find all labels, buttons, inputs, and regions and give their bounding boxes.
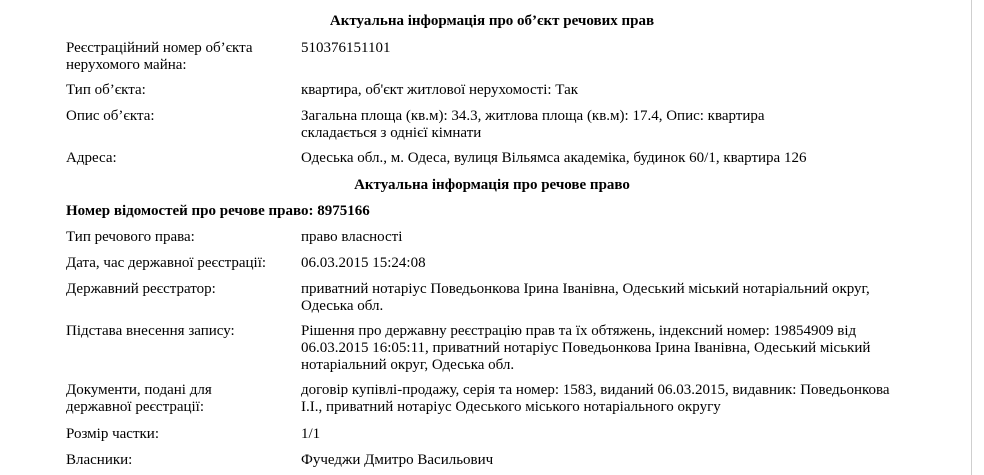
right-section-title: Актуальна інформація про речове право bbox=[354, 177, 630, 193]
object-section-title: Актуальна інформація про об’єкт речових прав bbox=[329, 13, 655, 29]
row-value: Рішення про державну реєстрацію прав та їх обтяжень, індексний номер: 19854909 від 06.03.2015 16:05:11, приватний нотаріус Поведьонкова Ірина Іванівна, Одеський міський нотаріальний округ, Одеська обл. bbox=[301, 323, 871, 373]
row-value: договір купівлі-продажу, серія та номер: 1583, виданий 06.03.2015, видавник: Поведьонкова І.І., приватний нотаріус Одеського міського нотаріального округу bbox=[301, 382, 890, 415]
row-label: Підстава внесення запису: bbox=[66, 323, 235, 339]
row-label: Документи, подані для державної реєстрації: bbox=[66, 382, 212, 415]
row-value: Фучеджи Дмитро Васильович bbox=[301, 452, 494, 468]
row-value: Загальна площа (кв.м): 34.3, житлова площа (кв.м): 17.4, Опис: квартира складається з однієї кімнати bbox=[301, 108, 765, 141]
row-label: Розмір частки: bbox=[66, 426, 159, 442]
row-value: Одеська обл., м. Одеса, вулиця Вільямса академіка, будинок 60/1, квартира 126 bbox=[301, 150, 807, 166]
row-value: квартира, об'єкт житлової нерухомості: Так bbox=[301, 82, 579, 98]
row-label: Адреса: bbox=[66, 150, 117, 166]
row-value: право власності bbox=[301, 229, 403, 245]
row-value: 510376151101 bbox=[301, 40, 391, 56]
row-value: 06.03.2015 15:24:08 bbox=[301, 255, 426, 271]
right-record-number: Номер відомостей про речове право: 8975166 bbox=[66, 203, 370, 219]
row-label: Дата, час державної реєстрації: bbox=[66, 255, 267, 271]
page-edge-divider bbox=[971, 0, 972, 475]
row-label: Реєстраційний номер об’єкта нерухомого майна: bbox=[66, 40, 253, 73]
row-value: 1/1 bbox=[301, 426, 321, 442]
row-label: Власники: bbox=[66, 452, 133, 468]
row-label: Тип речового права: bbox=[66, 229, 195, 245]
row-value: приватний нотаріус Поведьонкова Ірина Іванівна, Одеський міський нотаріальний округ, Одеська обл. bbox=[301, 281, 870, 314]
row-label: Державний реєстратор: bbox=[66, 281, 216, 297]
row-label: Тип об’єкта: bbox=[66, 82, 146, 98]
row-label: Опис об’єкта: bbox=[66, 108, 155, 124]
